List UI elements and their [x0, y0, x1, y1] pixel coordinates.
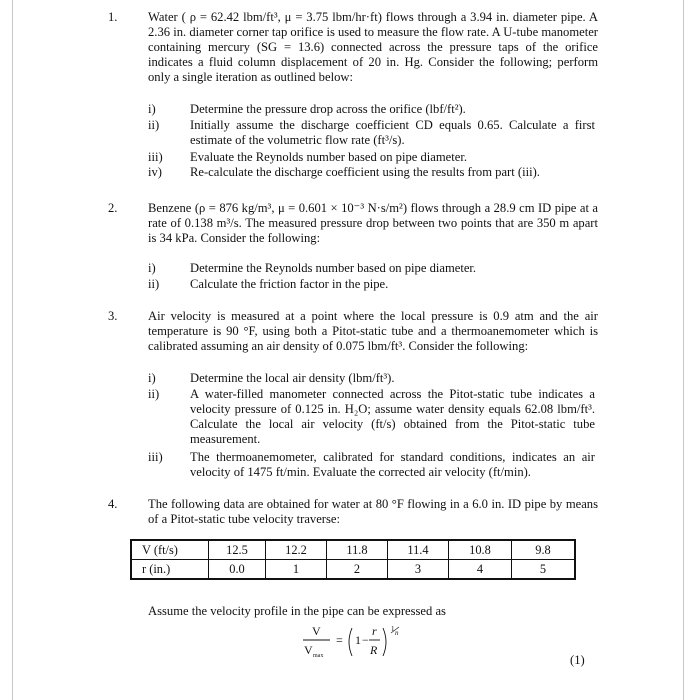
table-row: [131, 540, 575, 560]
table-cell: 11.8: [327, 540, 388, 560]
velocity-profile-text: Assume the velocity profile in the pipe can be expressed as: [148, 604, 446, 618]
question-number: 1.: [108, 10, 118, 24]
question-text: Air velocity is measured at a point where the local pressure is 0.9 atm and the air temperature is 90 °F, using both a Pitot-static tube and a thermoanemometer which is calibrated assuming an air density of 0.075 lbm/ft³. Consider the following:: [148, 309, 598, 353]
eq-equals: =: [336, 633, 343, 647]
question-number: 4.: [108, 497, 118, 511]
eq-left-paren: [349, 628, 352, 656]
eq-r: r: [372, 624, 377, 638]
eq-exponent-n: n: [395, 629, 399, 637]
eq-v-numerator: V: [312, 624, 321, 638]
table-cell: 12.2: [266, 540, 327, 560]
question-text: The following data are obtained for water at 80 °F flowing in a 6.0 in. ID pipe by means of a Pitot-static tube velocity traverse:: [148, 497, 598, 526]
eq-minus: −: [362, 633, 369, 647]
table-cell: 1: [266, 560, 327, 580]
table-cell: 5: [512, 560, 576, 580]
row-header: V (ft/s): [131, 540, 209, 560]
row-header: r (in.): [131, 560, 209, 580]
table-row: [131, 560, 575, 580]
table-cell: 0.0: [209, 560, 266, 580]
question-text: Benzene (ρ = 876 kg/m³, μ = 0.601 × 10⁻³ N·s/m²) flows through a 28.9 cm ID pipe at a rate of 0.138 m³/s. The measured pressure drop between two points that are 350 m apart is 34 kPa. Consider the following:: [148, 201, 598, 245]
equation-number: (1): [570, 653, 585, 667]
eq-max-subscript: max: [313, 653, 324, 659]
table-cell: 12.5: [209, 540, 266, 560]
table-cell: 3: [388, 560, 449, 580]
question-number: 2.: [108, 201, 118, 215]
table-cell: 9.8: [512, 540, 576, 560]
eq-one: 1: [355, 633, 361, 647]
eq-v-denominator: V: [304, 643, 313, 657]
table-cell: 4: [449, 560, 512, 580]
eq-capital-r: R: [370, 643, 378, 657]
table-cell: 10.8: [449, 540, 512, 560]
table-cell: 2: [327, 560, 388, 580]
velocity-traverse-table: [130, 539, 576, 580]
table-cell: 11.4: [388, 540, 449, 560]
question-text: Water ( ρ = 62.42 lbm/ft³, μ = 3.75 lbm/hr·ft) flows through a 3.94 in. diameter pipe. A 2.36 in. diameter corner tap orifice is used to measure the flow rate. A U-tube manometer containing mercury (SG = 13.6) connected across the pressure taps of the orifice indicates a fluid column displacement of 20 in. Hg. Consider the following; perform only a single iteration as outlined below:: [148, 10, 598, 84]
velocity-profile-equation: [300, 623, 420, 663]
eq-exponent: 1: [391, 625, 395, 633]
question-number: 3.: [108, 309, 118, 323]
eq-right-paren: [383, 628, 386, 656]
